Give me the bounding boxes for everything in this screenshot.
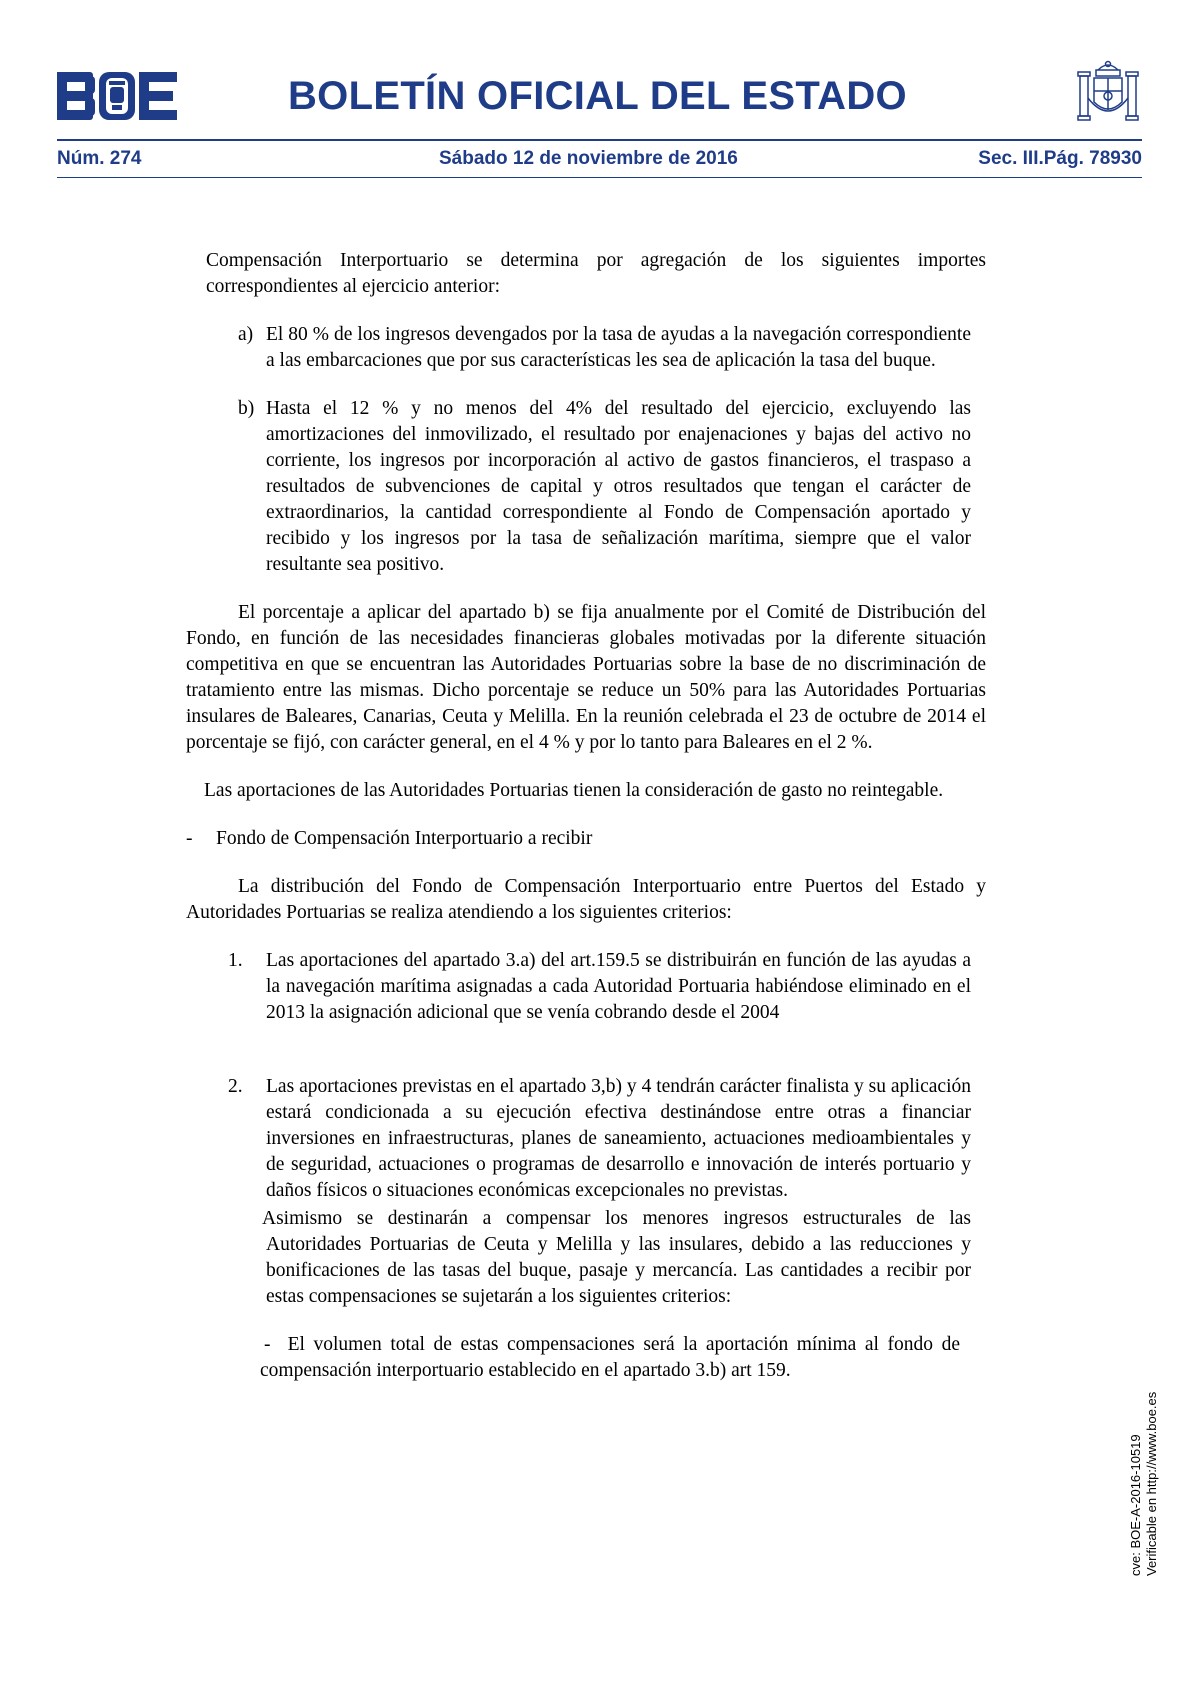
bulletin-title: BOLETÍN OFICIAL DEL ESTADO [288,74,907,118]
dash-heading-text: Fondo de Compensación Interportuario a recibir [216,828,593,849]
list-text-2-continuation: Asimismo se destinarán a compensar los menores ingresos estructurales de las Autoridades Portuarias de Ceuta y Melilla y las insulares, debido a las reducciones y bonificaciones de las tasas del buque, pasaje y mercancía. Las cantidades a recibir por estas compensaciones se sujetarán a los siguientes criterios: [262,1208,971,1307]
sub-dash-text: - El volumen total de estas compensaciones será la aportación mínima al fondo de compensación interportuario establecido en el apartado 3.b) art 159. [260,1334,960,1381]
document-body [186,248,986,1384]
dash-heading-marker: - [186,828,193,849]
list-item-a [238,322,971,374]
cve-code: cve: BOE-A-2016-10519 [1128,1434,1143,1576]
dash-heading [186,826,986,852]
page-number: Pág. 78930 [1043,148,1142,169]
percentage-paragraph: El porcentaje a aplicar del apartado b) se fija anualmente por el Comité de Distribución del Fondo, en función de las necesidades financieras globales motivadas por la diferente situación competitiva en que se encuentran las Autoridades Portuarias sobre la base de no discriminación de tratamiento entre las mismas. Dicho porcentaje se reduce un 50% para las Autoridades Portuarias insulares de Baleares, Canarias, Ceuta y Melilla. En la reunión celebrada el 23 de octubre de 2014 el porcentaje se fijó, con carácter general, en el 4 % y por lo tanto para Baleares en el 2 %. [186,602,986,753]
sub-dash-item [260,1332,960,1384]
intro-paragraph: Compensación Interportuario se determina por agregación de los siguientes importes correspondientes al ejercicio anterior: [206,250,986,297]
list-marker-b: b) [238,398,255,419]
list-text-2: Las aportaciones previstas en el apartado 3,b) y 4 tendrán carácter finalista y su aplicación estará condicionada a su ejecución efectiva destinándose entre otras a financiar inversiones en infraestructuras, planes de saneamiento, actuaciones medioambientales y de seguridad, actuaciones o programas de desarrollo e innovación de interés portuario y daños físicos o situaciones económicas excepcionales no previstas. [266,1076,971,1201]
header-rule [57,139,1142,141]
issue-number: Núm. 274 [57,148,142,169]
section-label: Sec. III. [978,148,1044,169]
list-text-b: Hasta el 12 % y no menos del 4% del resultado del ejercicio, excluyendo las amortizaciones del inmovilizado, el resultado por enajenaciones y bajas del activo no corriente, los ingresos por incorporación al activo de gastos financieros, el traspaso a resultados de subvenciones de capital y otros resultados que tengan el carácter de extraordinarios, la cantidad correspondiente al Fondo de Compensación aportado y recibido y los ingresos por la tasa de señalización marítima, siempre que el valor resultante sea positivo. [266,398,971,575]
meta-rule [57,177,1142,178]
list-marker-2: 2. [228,1076,243,1097]
list-text-1: Las aportaciones del apartado 3.a) del art.159.5 se distribuirán en función de las ayudas a la navegación marítima asignadas a cada Autoridad Portuaria habiéndose eliminado en el 2013 la asignación adicional que se venía cobrando desde el 2004 [266,950,971,1023]
verification-url: Verificable en http://www.boe.es [1144,1391,1159,1576]
coat-of-arms-icon [1072,58,1144,130]
list-text-a: El 80 % de los ingresos devengados por la tasa de ayudas a la navegación correspondiente a las embarcaciones que por sus características les sea de aplicación la tasa del buque. [266,324,971,371]
list-item-2 [228,1074,971,1310]
list-marker-1: 1. [228,950,243,971]
distribution-paragraph: La distribución del Fondo de Compensación Interportuario entre Puertos del Estado y Autoridades Portuarias se realiza atendiendo a los siguientes criterios: [186,876,986,923]
boe-logo [57,72,177,120]
list-item-b [238,396,971,578]
contributions-paragraph: Las aportaciones de las Autoridades Portuarias tienen la consideración de gasto no reintegable. [204,780,944,801]
list-marker-a: a) [238,324,254,345]
verification-note [1128,1392,1160,1576]
section-page [978,148,1142,170]
issue-date: Sábado 12 de noviembre de 2016 [439,148,738,169]
sub-dash-marker: - [264,1334,271,1355]
list-item-1 [228,948,971,1026]
issue-info-row [57,148,1142,170]
